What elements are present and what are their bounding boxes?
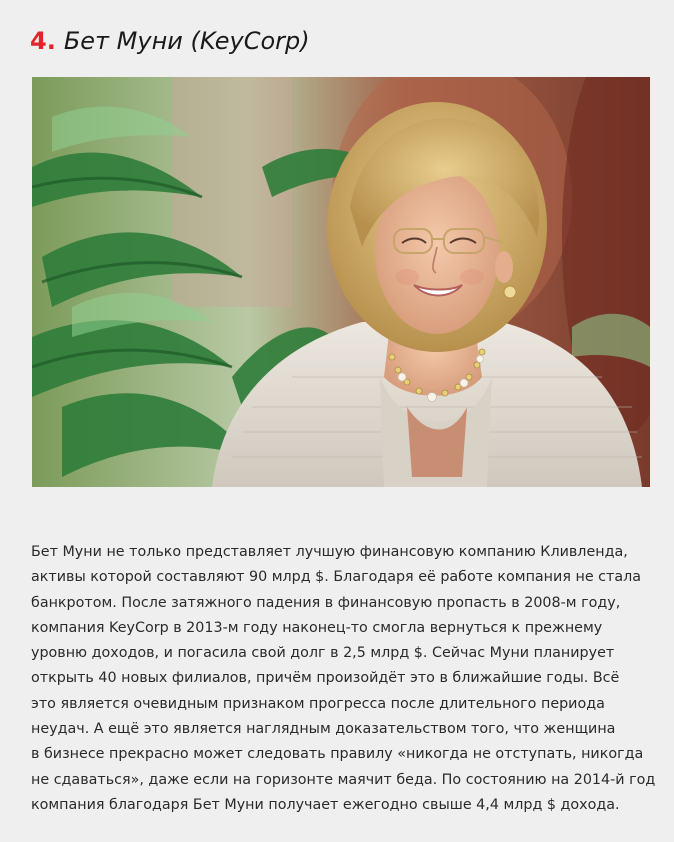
article-line: компания KeyCorp в 2013-м году наконец-то смогла вернуться к прежнему	[31, 619, 603, 636]
article-line: уровню доходов, и погасила свой долг в 2,5 млрд $. Сейчас Муни планирует	[31, 645, 615, 662]
heading-title: Бет Муни (KeyCorp)	[63, 27, 310, 55]
article-line: активы которой составляют 90 млрд $. Благодаря её работе компания не стала	[31, 569, 642, 586]
portrait-photo	[32, 77, 650, 487]
article-line: это является очевидным признаком прогресса после длительного периода	[31, 695, 605, 712]
article-line: открыть 40 новых филиалов, причём произойдёт это в ближайшие годы. Всё	[31, 670, 620, 687]
article-line: банкротом. После затяжного падения в финансовую пропасть в 2008-м году,	[31, 594, 621, 611]
article-heading	[30, 24, 310, 58]
portrait-illustration	[32, 77, 650, 487]
article-line: в бизнесе прекрасно может следовать правилу «никогда не отступать, никогда	[31, 746, 644, 763]
article-line: Бет Муни не только представляет лучшую финансовую компанию Кливленда,	[31, 544, 628, 560]
article-line: компания благодаря Бет Муни получает ежегодно свыше 4,4 млрд $ дохода.	[31, 796, 620, 813]
article-body	[31, 540, 656, 818]
heading-number: 4.	[30, 27, 56, 55]
article-line: неудач. А ещё это является наглядным доказательством того, что женщина	[31, 721, 616, 738]
article-line: не сдаваться», даже если на горизонте маячит беда. По состоянию на 2014-й год	[31, 771, 656, 788]
